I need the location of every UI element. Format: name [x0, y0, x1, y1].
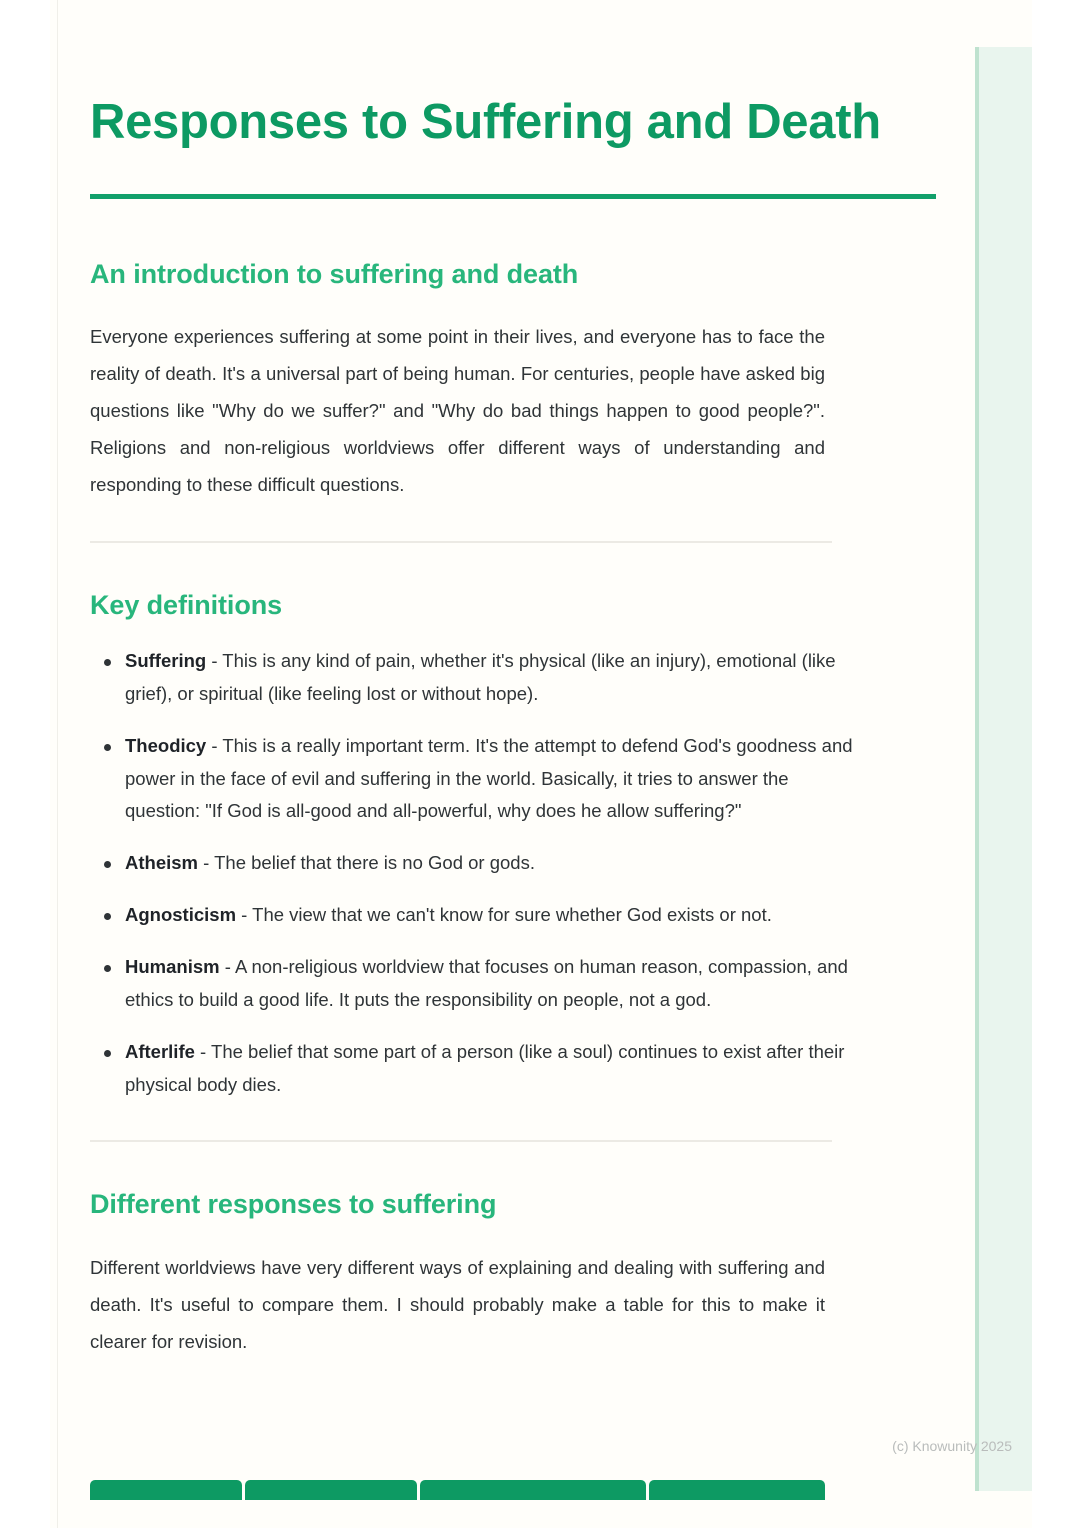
left-gutter-line: [57, 0, 58, 1528]
definition-text: - The view that we can't know for sure whether God exists or not.: [236, 904, 772, 926]
section-divider-1: [90, 541, 832, 543]
definition-text: - This is a really important term. It's the attempt to defend God's goodness and power in the face of evil and suffering in the world. Basically, it tries to answer the question: "If God is all-good and all-powerful, why does he allow suffering?": [125, 734, 853, 822]
table-header-cell: [649, 1480, 825, 1500]
definitions-list: [90, 645, 853, 1102]
table-header-cell: [90, 1480, 242, 1500]
definition-term: Suffering: [125, 649, 207, 671]
list-item: [90, 899, 855, 932]
definition-text: - The belief that some part of a person (like a soul) continues to exist after their physical body dies.: [125, 1041, 845, 1095]
section-key-definitions: [90, 588, 853, 1102]
definition-text: - This is any kind of pain, whether it's physical (like an injury), emotional (like grief), or spiritual (like feeling lost or without hope).: [125, 649, 836, 704]
list-item: [90, 1036, 855, 1102]
list-item: [90, 730, 855, 829]
section-different-responses: [90, 1187, 825, 1360]
table-header-cell: [245, 1480, 417, 1500]
page-title: Responses to Suffering and Death: [90, 95, 881, 149]
definition-term: Humanism: [125, 956, 220, 978]
copyright-watermark: (c) Knowunity 2025: [892, 1438, 1012, 1454]
comparison-table-header-strip: [90, 1480, 825, 1500]
table-header-cell: [420, 1480, 646, 1500]
list-item: [90, 645, 855, 711]
section-heading-key-definitions: Key definitions: [90, 589, 283, 620]
definition-term: Atheism: [125, 852, 198, 874]
definition-text: - A non-religious worldview that focuses on human reason, compassion, and ethics to build a good life. It puts the responsibility on people, not a god.: [125, 956, 848, 1011]
definition-term: Agnosticism: [125, 904, 237, 926]
introduction-paragraph: Everyone experiences suffering at some point in their lives, and everyone has to face the reality of death. It's a universal part of being human. For centuries, people have asked big questions like "Why do we suffer?" and "Why do bad things happen to good people?". Religions and non-religious worldviews offer different ways of understanding and responding to these difficult questions.: [90, 325, 825, 495]
right-margin-band: [975, 47, 1032, 1491]
right-margin-band-edge: [975, 47, 979, 1491]
document-content: [90, 0, 936, 1528]
list-item: [90, 951, 855, 1017]
definition-text: - The belief that there is no God or gods.: [198, 852, 535, 874]
title-underline-rule: [90, 194, 936, 199]
different-responses-paragraph: Different worldviews have very different ways of explaining and dealing with suffering and death. It's useful to compare them. I should probably make a table for this to make it clearer for revision.: [90, 1257, 825, 1352]
definition-term: Theodicy: [125, 734, 207, 756]
section-heading-different-responses: Different responses to suffering: [90, 1188, 497, 1219]
definition-term: Afterlife: [125, 1041, 195, 1063]
section-divider-2: [90, 1140, 832, 1142]
section-introduction: [90, 257, 825, 503]
list-item: [90, 847, 855, 880]
section-heading-introduction: An introduction to suffering and death: [90, 258, 579, 289]
